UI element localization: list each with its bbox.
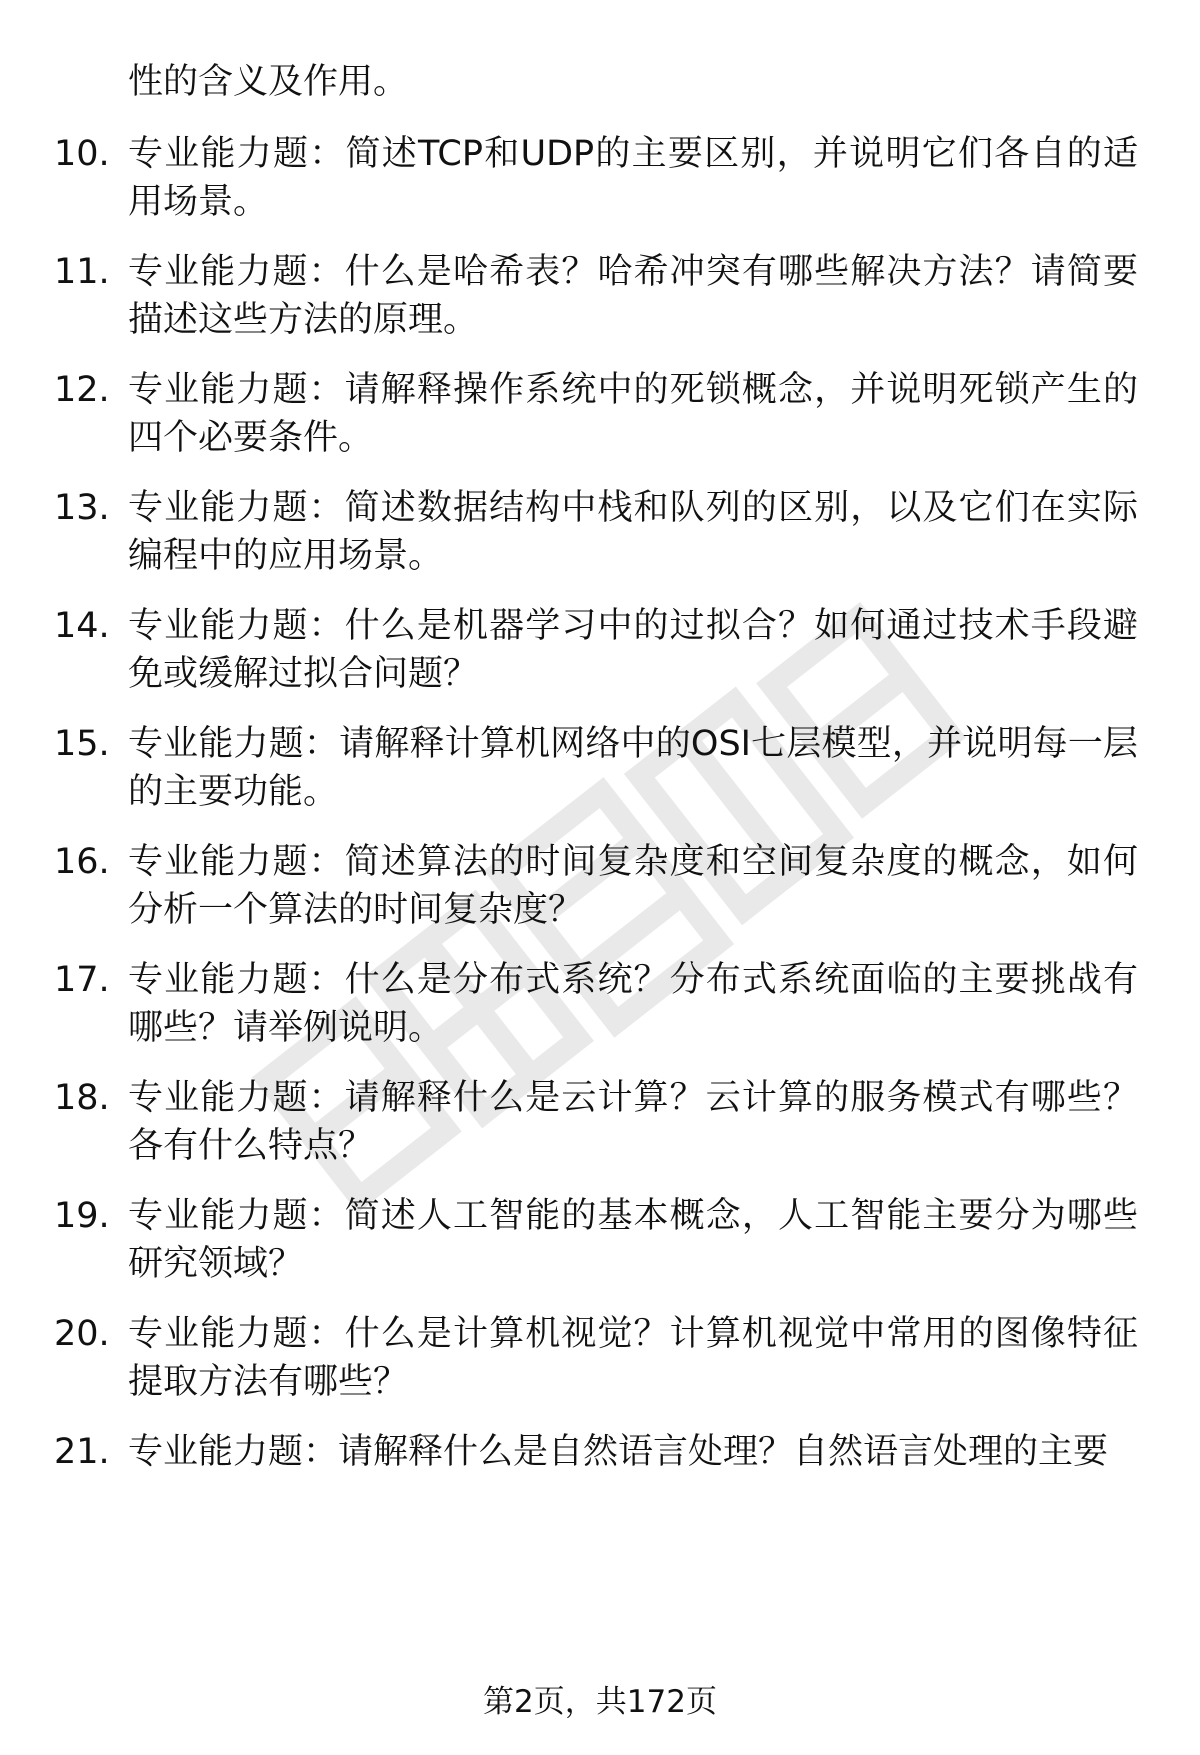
question-number: 10. xyxy=(54,134,110,174)
question-item xyxy=(0,366,1200,462)
question-number: 20. xyxy=(54,1314,110,1354)
question-text: 专业能力题：简述TCP和UDP的主要区别，并说明它们各自的适用场景。 xyxy=(128,134,1138,222)
question-text: 专业能力题：什么是哈希表？哈希冲突有哪些解决方法？请简要描述这些方法的原理。 xyxy=(128,252,1138,340)
question-item xyxy=(0,602,1200,698)
question-number: 17. xyxy=(54,960,110,1000)
question-item xyxy=(0,1428,1200,1476)
question-number: 16. xyxy=(54,842,110,882)
question-number: 18. xyxy=(54,1078,110,1118)
question-text: 专业能力题：请解释计算机网络中的OSI七层模型，并说明每一层的主要功能。 xyxy=(128,724,1138,812)
question-text: 专业能力题：什么是分布式系统？分布式系统面临的主要挑战有哪些？请举例说明。 xyxy=(128,960,1138,1048)
question-text: 专业能力题：请解释什么是云计算？云计算的服务模式有哪些？各有什么特点？ xyxy=(128,1078,1138,1166)
question-item xyxy=(0,1074,1200,1170)
question-number: 11. xyxy=(54,252,110,292)
page-footer: 第2页，共172页 xyxy=(483,1684,717,1720)
question-number: 13. xyxy=(54,488,110,528)
question-text: 专业能力题：简述算法的时间复杂度和空间复杂度的概念，如何分析一个算法的时间复杂度？ xyxy=(128,842,1138,930)
question-text: 专业能力题：请解释操作系统中的死锁概念，并说明死锁产生的四个必要条件。 xyxy=(128,370,1138,458)
question-number: 21. xyxy=(54,1432,110,1472)
question-text: 专业能力题：简述人工智能的基本概念，人工智能主要分为哪些研究领域？ xyxy=(128,1196,1138,1284)
question-item xyxy=(0,956,1200,1052)
question-text: 专业能力题：请解释什么是自然语言处理？自然语言处理的主要 xyxy=(128,1432,1109,1472)
question-text: 专业能力题：简述数据结构中栈和队列的区别，以及它们在实际编程中的应用场景。 xyxy=(128,488,1138,576)
question-number: 15. xyxy=(54,724,110,764)
question-number: 14. xyxy=(54,606,110,646)
continuation-text: 性的含义及作用。 xyxy=(128,62,409,102)
question-item xyxy=(0,130,1200,226)
question-item xyxy=(0,838,1200,934)
question-number: 19. xyxy=(54,1196,110,1236)
question-item xyxy=(0,248,1200,344)
question-item xyxy=(0,1310,1200,1406)
question-text: 专业能力题：什么是计算机视觉？计算机视觉中常用的图像特征提取方法有哪些？ xyxy=(128,1314,1138,1402)
question-item xyxy=(0,484,1200,580)
question-item xyxy=(0,1192,1200,1288)
question-text: 专业能力题：什么是机器学习中的过拟合？如何通过技术手段避免或缓解过拟合问题？ xyxy=(128,606,1138,694)
question-item xyxy=(0,720,1200,816)
question-number: 12. xyxy=(54,370,110,410)
